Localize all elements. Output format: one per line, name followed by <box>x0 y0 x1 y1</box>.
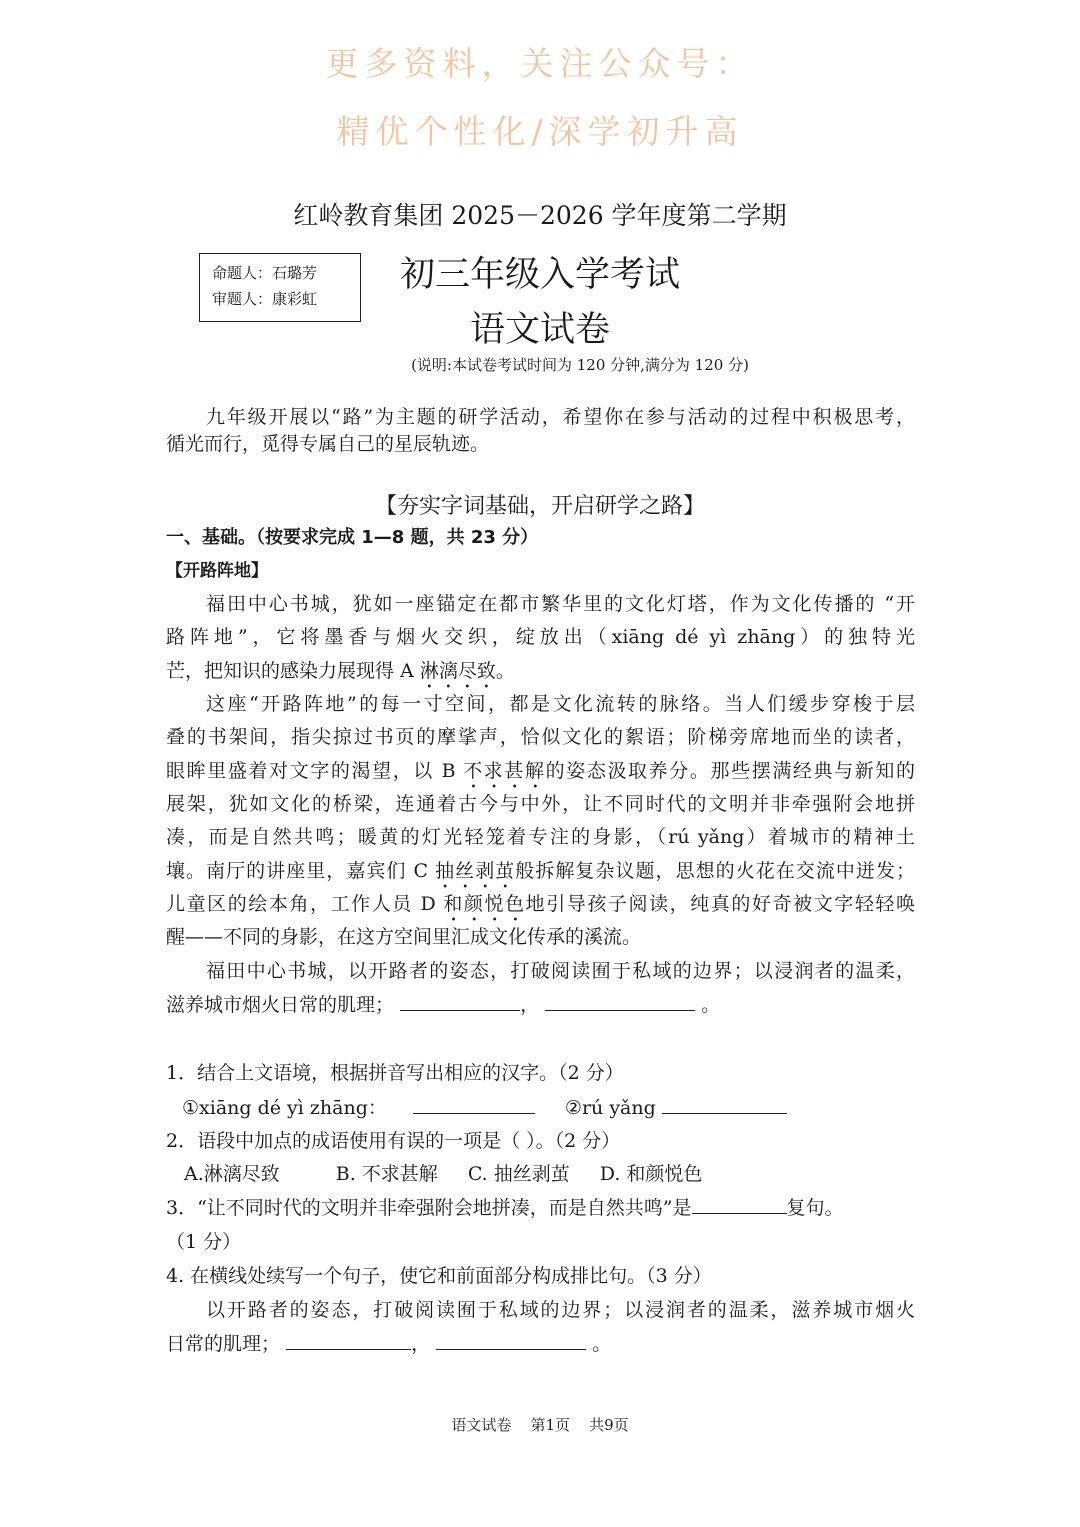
exam-title: 初三年级入学考试 <box>399 255 680 295</box>
text: ①xiāng dé yì zhāng： <box>182 1097 387 1119</box>
sub-title: 【开路阵地】 <box>166 561 268 581</box>
passage-line <box>166 891 915 926</box>
passage-line: 凑，而是自然共鸣；暖黄的灯光轻笼着专注的身影，（rú yǎng）着城市的精神土 <box>166 826 915 848</box>
question-2: 2．语段中加点的成语使用有误的一项是（ ）。（2 分） <box>166 1130 621 1152</box>
passage-line: 醒——不同的身影，在这方空间里汇成文化传承的溪流。 <box>166 926 642 948</box>
text: 儿童区的绘本角，工作人员 D <box>166 893 444 915</box>
option-c: C. 抽丝剥茧 <box>467 1163 570 1185</box>
text: ， <box>520 994 540 1016</box>
question-4-line: 以开路者的姿态，打破阅读囿于私域的边界；以浸润者的温柔，滋养城市烟火 <box>206 1299 915 1321</box>
text: 地引导孩子阅读，纯真的好奇被文字轻轻唤 <box>525 893 915 915</box>
text: ， <box>411 1333 431 1355</box>
passage-line <box>166 992 915 1018</box>
dotted-idiom-d: 和颜悦色 <box>443 893 526 915</box>
answer-blank[interactable] <box>413 1095 535 1114</box>
passage-line: 路阵地”，它将墨香与烟火交织，绽放出（xiāng dé yì zhāng）的独特光 <box>166 626 915 648</box>
passage-line: 展架，犹如文化的桥梁，连通着古今与中外，让不同时代的文明并非牵强附会地拼 <box>166 793 915 815</box>
section-banner: 【夯实字词基础，开启研学之路】 <box>374 494 705 519</box>
passage-line: 福田中心书城，以开路者的姿态，打破阅读囿于私域的边界；以浸润者的温柔， <box>206 960 915 982</box>
reviewer: 审题人：康彩虹 <box>212 290 318 308</box>
question-2-options <box>184 1161 933 1187</box>
text: 芒，把知识的感染力展现得 A <box>166 660 420 682</box>
subject-title: 语文试卷 <box>469 310 610 350</box>
watermark-line-1: 更多资料，关注公众号： <box>325 44 755 83</box>
text: 。 <box>592 1333 612 1355</box>
text: ②rú yǎng <box>564 1097 656 1119</box>
answer-blank[interactable] <box>662 1095 787 1114</box>
answer-blank[interactable] <box>286 1331 411 1350</box>
page-footer: 语文试卷 第1页 共9页 <box>451 1416 629 1434</box>
passage-line: 福田中心书城，犹如一座锚定在都市繁华里的文化灯塔，作为文化传播的 “开 <box>206 593 915 615</box>
question-4-line <box>166 1331 915 1357</box>
text: 般拆解复杂议题，思想的火花在交流中迸发； <box>515 860 915 882</box>
question-3-score: （1 分） <box>166 1231 242 1253</box>
text: 壤。南厅的讲座里，嘉宾们 C <box>166 860 436 882</box>
author: 命题人：石璐芳 <box>212 264 318 282</box>
part-title: 一、基础。（按要求完成 1—8 题，共 23 分） <box>166 527 539 548</box>
intro-line: 九年级开展以“路”为主题的研学活动，希望你在参与活动的过程中积极思考， <box>206 406 915 428</box>
text: 的姿态汲取养分。那些摆满经典与新知的 <box>545 760 915 782</box>
answer-blank[interactable] <box>692 1195 787 1214</box>
passage-line <box>166 658 915 693</box>
text: 。 <box>701 994 721 1016</box>
text: 3．“让不同时代的文明并非牵强附会地拼凑，而是自然共鸣”是 <box>166 1197 692 1219</box>
answer-blank[interactable] <box>436 1331 586 1350</box>
text: 眼眸里盛着对文字的渴望，以 B <box>166 760 464 782</box>
option-d: D. 和颜悦色 <box>599 1163 703 1185</box>
option-b: B. 不求甚解 <box>335 1163 438 1185</box>
question-4: 4. 在横线处续写一个句子，使它和前面部分构成排比句。（3 分） <box>166 1265 712 1287</box>
option-a: A.淋漓尽致 <box>184 1163 280 1185</box>
text: 滋养城市烟火日常的肌理； <box>166 994 395 1016</box>
exam-note: (说明:本试卷考试时间为 120 分钟,满分为 120 分) <box>411 356 749 374</box>
text: 。 <box>495 660 515 682</box>
passage-line: 叠的书架间，指尖掠过书页的摩挲声，恰似文化的絮语；阶梯旁席地而坐的读者， <box>166 726 915 748</box>
answer-blank[interactable] <box>400 992 520 1011</box>
dotted-idiom-b: 不求甚解 <box>463 760 546 782</box>
school-term-title: 红岭教育集团 2025－2026 学年度第二学期 <box>293 201 787 230</box>
watermark-line-2: 精优个性化/深学初升高 <box>336 112 744 151</box>
passage-line <box>166 758 915 793</box>
dotted-idiom-c: 抽丝剥茧 <box>435 860 516 882</box>
passage-line: 这座“开路阵地”的每一寸空间，都是文化流转的脉络。当人们缓步穿梭于层 <box>206 693 915 715</box>
question-3 <box>166 1195 915 1221</box>
text: 日常的肌理； <box>166 1333 281 1355</box>
answer-blank[interactable] <box>545 992 695 1011</box>
intro-line: 循光而行，觅得专属自己的星辰轨迹。 <box>166 433 490 455</box>
passage-line <box>166 858 915 893</box>
question-1: 1．结合上文语境，根据拼音写出相应的汉字。（2 分） <box>166 1062 624 1084</box>
text: 复句。 <box>786 1197 844 1219</box>
dotted-idiom-a: 淋漓尽致 <box>419 660 496 682</box>
question-1-items <box>182 1095 931 1121</box>
